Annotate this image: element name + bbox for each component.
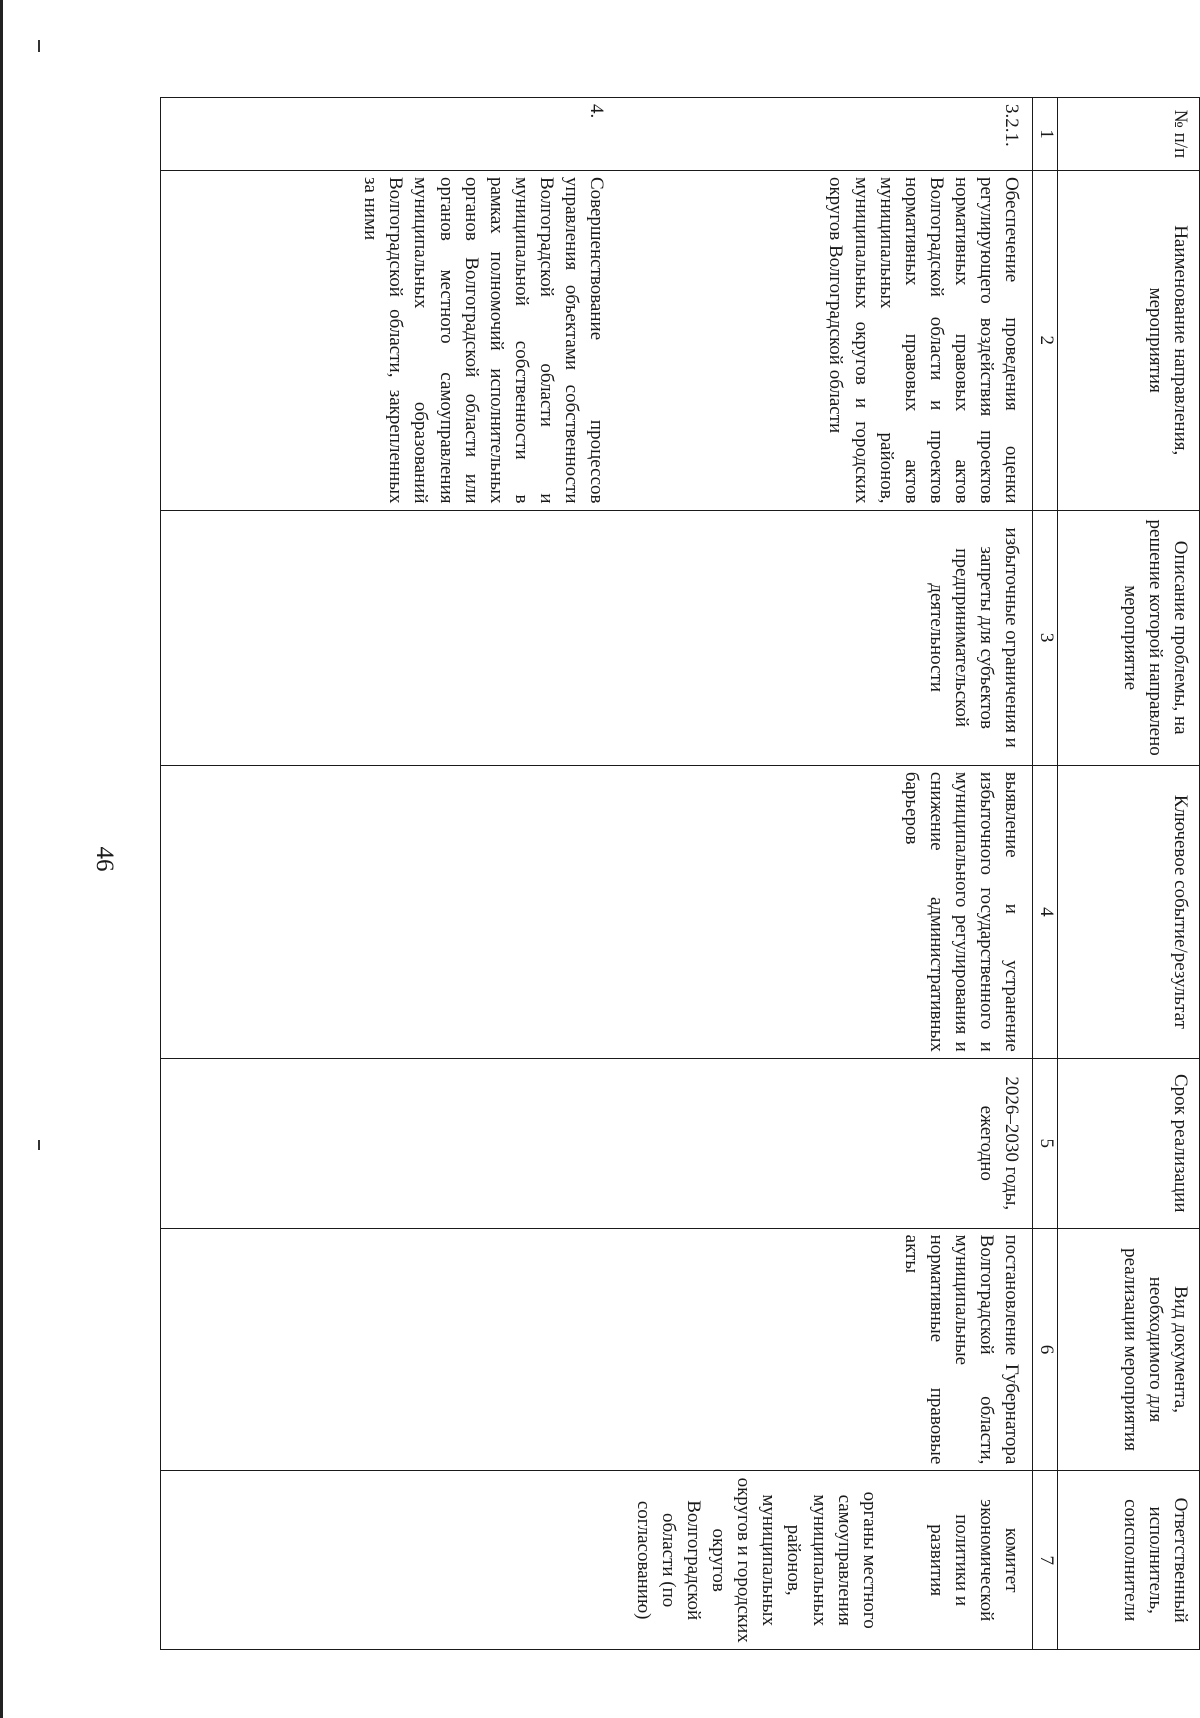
table-header-row (1058, 98, 1200, 1650)
table-row (609, 98, 1033, 1650)
row-executor-cell (609, 1471, 1033, 1650)
row-number: 4. (161, 98, 610, 171)
executor-spacer (882, 1477, 924, 1643)
row-period: 2026–2030 годы, ежегодно (609, 1058, 1033, 1228)
row-executor-cell (161, 1471, 610, 1650)
column-number: 7 (1033, 1471, 1058, 1650)
header-number: № п/п (1058, 98, 1200, 171)
row-executor-main: комитет экономической политики и развития (925, 1499, 1022, 1622)
row-result (161, 765, 610, 1058)
row-period (161, 1058, 610, 1228)
row-number: 3.2.1. (609, 98, 1033, 171)
row-executor-co: органы местного самоуправления муниципальных районов, муниципальных округов и городских округов Волгоградской области (по согласованию) (632, 1477, 880, 1643)
column-number: 5 (1033, 1058, 1058, 1228)
row-result: выявление и устранение избыточного государственного и муниципального регулирования и снижение административных барьеров (609, 765, 1033, 1058)
row-problem: избыточные ограничения и запреты для субъектов предпринимательской деятельности (609, 510, 1033, 765)
row-name: Обеспечение проведения оценки регулирующего воздействия проектов нормативных правовых актов Волгоградской области и проектов нормативных правовых актов муниципальных районов, муниципальных округов и городских округов Волгоградской области (609, 170, 1033, 510)
column-number: 3 (1033, 510, 1058, 765)
column-number: 1 (1033, 98, 1058, 171)
column-number: 4 (1033, 765, 1058, 1058)
column-number: 6 (1033, 1228, 1058, 1471)
activities-table (160, 97, 1200, 1650)
table-row (161, 98, 610, 1650)
header-executor: Ответственный исполнитель, соисполнители (1058, 1471, 1200, 1650)
header-problem: Описание проблемы, на решение которой направлено мероприятие (1058, 510, 1200, 765)
row-problem (161, 510, 610, 765)
header-result: Ключевое событие/результат (1058, 765, 1200, 1058)
column-number-row (1033, 98, 1058, 1650)
column-number: 2 (1033, 170, 1058, 510)
header-name: Наименование направления, мероприятия (1058, 170, 1200, 510)
page-number: 46 (91, 846, 118, 872)
row-document (161, 1228, 610, 1471)
header-period: Срок реализации (1058, 1058, 1200, 1228)
row-name: Совершенствование процессов управления объектами собственности Волгоградской области и муниципальной собственности в рамках полномочий исполнительных органов Волгоградской области или органов местного самоуправления муниципальных образований Волгоградской области, закрепленных за ними (161, 170, 610, 510)
header-document: Вид документа, необходимого для реализации мероприятия (1058, 1228, 1200, 1471)
row-document: постановление Губернатора Волгоградской области, муниципальные нормативные правовые акты (609, 1228, 1033, 1471)
